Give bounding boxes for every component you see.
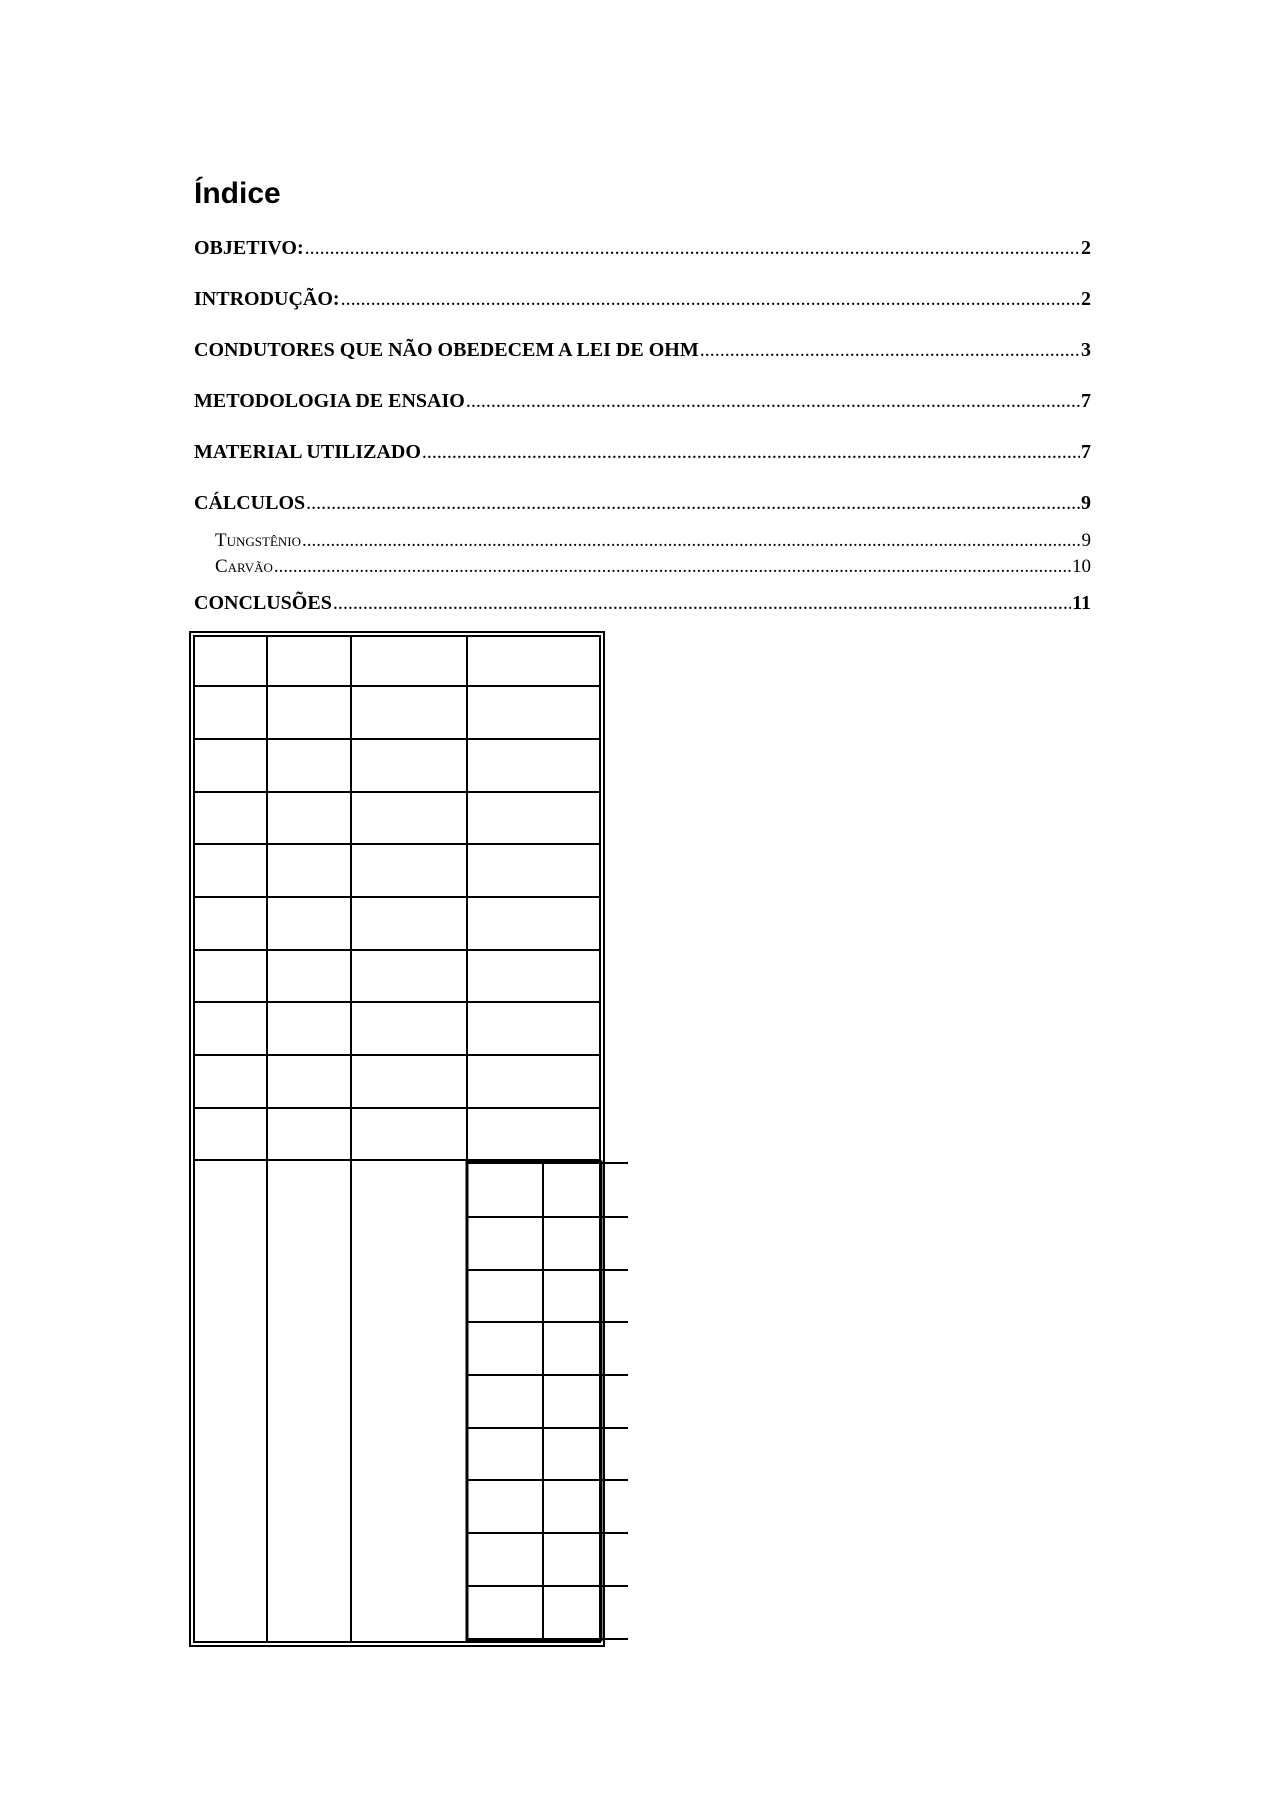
toc-entry-title: Carvão [215, 556, 273, 577]
toc-entry-page: 7 [1081, 441, 1091, 463]
table-inner-border [194, 636, 600, 1642]
toc-entry-page: 9 [1081, 530, 1091, 551]
toc-entry-title: METODOLOGIA DE ENSAIO [194, 390, 465, 412]
toc-entry-page: 2 [1081, 237, 1091, 259]
toc-entry-title: OBJETIVO: [194, 237, 304, 259]
nested-table-border [467, 1162, 601, 1640]
toc-entry-page: 2 [1081, 288, 1091, 310]
toc-entry-page: 3 [1081, 339, 1091, 361]
page-title: Índice [194, 177, 281, 210]
toc-entry-title: MATERIAL UTILIZADO [194, 441, 421, 463]
table-outer-border [190, 632, 604, 1646]
toc-entry-page: 10 [1072, 556, 1091, 577]
toc-entry-title: CONDUTORES QUE NÃO OBEDECEM A LEI DE OHM [194, 339, 699, 361]
toc-entry-page: 7 [1081, 390, 1091, 412]
toc-entry-page: 9 [1081, 492, 1091, 514]
toc-entry-title: INTRODUÇÃO: [194, 288, 340, 310]
toc-entry-title: Tungstênio [215, 530, 301, 551]
toc-entry-page: 11 [1072, 592, 1091, 614]
toc-entry-title: CONCLUSÕES [194, 592, 332, 614]
toc-entry-title: CÁLCULOS [194, 492, 306, 514]
